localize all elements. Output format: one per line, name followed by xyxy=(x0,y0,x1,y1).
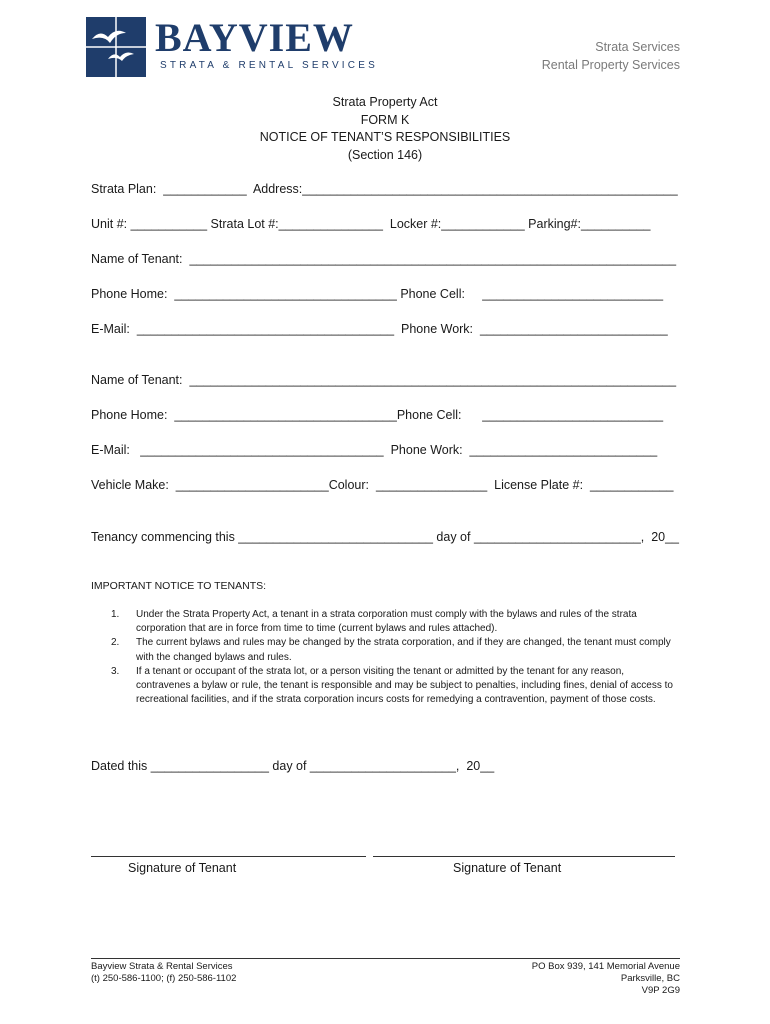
form-title xyxy=(0,94,770,164)
list-item-number: 1. xyxy=(111,609,120,620)
footer-phone: (t) 250-586-1100; (f) 250-586-1102 xyxy=(91,973,237,984)
vehicle-row[interactable]: Vehicle Make: ______________________Colour: ________________ License Plate #: ____________ xyxy=(91,478,674,492)
notice-heading: IMPORTANT NOTICE TO TENANTS: xyxy=(91,580,267,592)
list-item-number: 2. xyxy=(111,637,120,649)
footer-address-postal: V9P 2G9 xyxy=(641,985,680,996)
list-item-number: 3. xyxy=(111,665,120,677)
service-strata: Strata Services xyxy=(595,40,680,54)
footer-divider xyxy=(91,958,680,959)
signature-line-left[interactable] xyxy=(91,856,366,857)
services-list xyxy=(542,38,680,74)
brand-name: BAYVIEW xyxy=(155,15,354,60)
strata-plan-address-row[interactable]: Strata Plan: ____________ Address:______________________________________________________ xyxy=(91,182,678,196)
service-rental: Rental Property Services xyxy=(541,58,680,72)
signature-label-left: Signature of Tenant xyxy=(128,861,237,875)
dated-row[interactable]: Dated this _________________ day of _____________________, 20__ xyxy=(91,759,495,773)
footer-company xyxy=(91,961,236,985)
tenancy-commencing-row[interactable]: Tenancy commencing this ____________________________ day of ________________________, 20__ xyxy=(91,530,680,544)
list-item xyxy=(111,608,681,636)
list-item xyxy=(111,636,681,664)
phone-row-1[interactable]: Phone Home: ________________________________ Phone Cell: __________________________ xyxy=(91,287,664,301)
tenant-name-row-2[interactable]: Name of Tenant: ______________________________________________________________________ xyxy=(91,373,677,387)
email-phone-work-row-2[interactable]: E-Mail: ___________________________________ Phone Work: ___________________________ xyxy=(91,443,658,457)
tenant-name-row-1[interactable]: Name of Tenant: ______________________________________________________________________ xyxy=(91,252,677,266)
list-item xyxy=(111,665,681,708)
list-item-text: The current bylaws and rules may be changed by the strata corporation, and if they are changed, the tenant must comply with the changed bylaws and rules. xyxy=(136,637,671,663)
footer-company-name: Bayview Strata & Rental Services xyxy=(91,961,233,972)
phone-row-2[interactable]: Phone Home: ________________________________Phone Cell: __________________________ xyxy=(91,408,664,422)
list-item-text: If a tenant or occupant of the strata lot, or a person visiting the tenant or admitted by the tenant for any reason, contravenes a bylaw or rule, the tenant is responsible and may be subject to penalties, including fines, denial of access to recreational facilities, and if the strata corporation incurs costs for remedying a contravention, payment of those costs. xyxy=(136,665,673,706)
list-item-text: Under the Strata Property Act, a tenant in a strata corporation must comply with the bylaws and rules of the strata corporation that are in force from time to time (current bylaws and rules attached). xyxy=(136,609,637,635)
title-form: FORM K xyxy=(360,112,410,127)
email-phone-work-row-1[interactable]: E-Mail: _____________________________________ Phone Work: ___________________________ xyxy=(91,322,668,336)
signature-line-right[interactable] xyxy=(373,856,675,857)
notice-list xyxy=(111,608,681,707)
footer-address xyxy=(532,961,680,997)
title-notice: NOTICE OF TENANT’S RESPONSIBILITIES xyxy=(259,130,511,144)
footer-address-street: PO Box 939, 141 Memorial Avenue xyxy=(531,961,680,972)
brand-subtitle: STRATA & RENTAL SERVICES xyxy=(160,60,378,71)
title-act: Strata Property Act xyxy=(332,95,438,109)
unit-lot-locker-parking-row[interactable]: Unit #: ___________ Strata Lot #:_______________ Locker #:____________ Parking#:__________ xyxy=(91,217,651,231)
signature-label-right: Signature of Tenant xyxy=(453,861,562,875)
title-section: (Section 146) xyxy=(347,147,423,162)
bayview-logo-icon xyxy=(86,17,146,77)
footer-address-city: Parksville, BC xyxy=(620,973,680,984)
